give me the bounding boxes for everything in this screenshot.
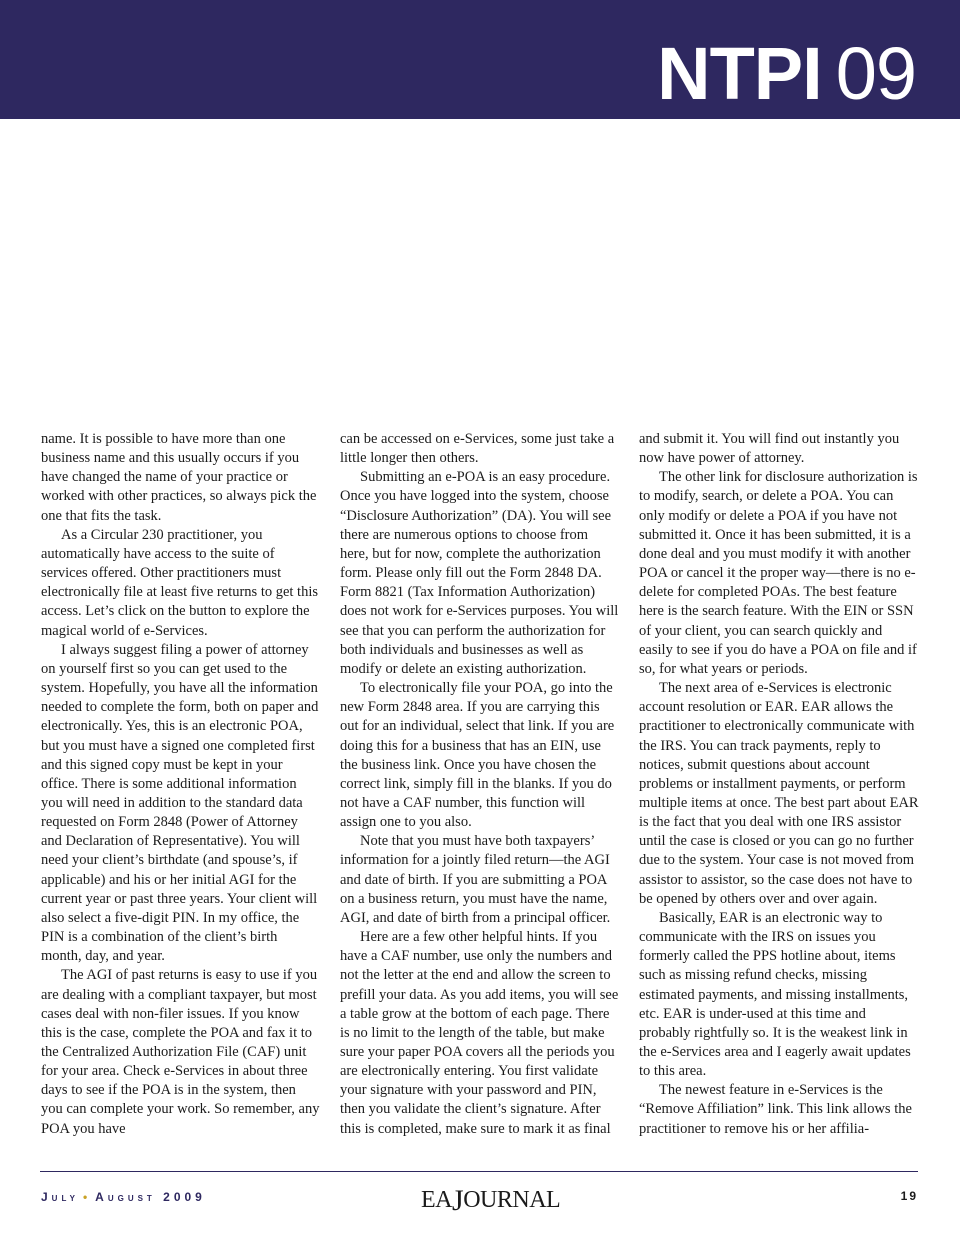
paragraph: To electronically file your POA, go into the new Form 2848 area. If you are carrying this out for an individual, select that link. If you are doing this for a business that has an EIN, use the business link. Once you have chosen the correct link, simply fill in the blanks. If you do not have a CAF number, this function will assign one to you also. [340, 680, 615, 831]
paragraph: Note that you must have both taxpayers’ information for a jointly filed return—the AGI and date of birth. If you are submitting a POA on a business return, you must have the name, AGI, and date of birth from a principal officer. [340, 833, 611, 926]
paragraph: I always suggest filing a power of attorney on yourself first so you can get used to the system. Hopefully, you have all the information needed to complete the form, both on paper and electronically. Yes, this is an electronic POA, but you must have a signed one completed first and this signed copy must be kept in your office. There is some additional information you will need in addition to the standard data requested on Form 2848 (Power of Attorney and Declaration of Representative). You will need your client’s birthdate (and spouse’s, if applicable) and his or her initial AGI for the current year or past three years. Your client will also select a five-digit PIN. In my office, the PIN is a combination of the client’s birth month, day, and year. [41, 641, 319, 965]
paragraph: The other link for disclosure authorization is to modify, search, or delete a POA. You can only modify or delete a POA if you have not submitted it. Once it has been submitted, it is a done deal and you must modify it with another POA or cancel it the proper way—there is no e-delete for completed POAs. The best feature here is the search feature. With the EIN or SSN of your client, you can search quickly and easily to see if you do have a POA on file and if so, for what years or periods. [639, 469, 918, 677]
logo-rest: OURNAL [463, 1187, 561, 1213]
paragraph: Basically, EAR is an electronic way to communicate with the IRS on issues you formerly called the PPS hotline about, items such as missing refund checks, missing estimated payments, and missing installments, etc. EAR is under-used at this time and probably rightfully so. It is the weakest link in the e-Services area and I eagerly await updates to this area. [639, 909, 911, 1080]
paragraph: Here are a few other helpful hints. If you have a CAF number, use only the numbers and not the letter at the end and allow the screen to prefill your data. As you add items, you will see a table grow at the bottom of each page. There is no limit to the length of the table, but make sure your paper POA covers all the periods you are electronically entering. You first validate your signature with your password and PIN, then you validate the client’s signature. After this is completed, make sure to mark it as final [340, 929, 619, 1137]
article-column-1 [41, 430, 321, 1139]
article-column-2 [340, 430, 620, 1139]
logo-ea: EA [421, 1187, 452, 1213]
ea-journal-logo [421, 1181, 560, 1215]
section-title-text: NTPI [657, 32, 822, 115]
paragraph: The next area of e-Services is electronic account resolution or EAR. EAR allows the practitioner to electronically communicate with the IRS. You can track payments, reply to notices, submit questions about account problems or installment payments, or perform multiple items at once. The best part about EAR is the fact that you deal with one IRS assistor until the case is closed or you can go no further due to the system. Your case is not moved from assistor to assistor, so the case does not have to be opened by others over and over again. [639, 680, 919, 907]
issue-month-2: August 2009 [95, 1190, 206, 1204]
paragraph: Submitting an e-POA is an easy procedure. Once you have logged into the system, choose “Disclosure Authorization” (DA). You will see there are numerous options to choose from here, but for now, complete the authorization form. Please only fill out the Form 2848 DA. Form 8821 (Tax Information Authorization) does not work for e-Services purposes. You will see that you can perform the authorization for both individuals and businesses as well as modify or delete an existing authorization. [340, 469, 619, 677]
section-title [657, 32, 916, 115]
paragraph: name. It is possible to have more than one business name and this usually occurs if you have changed the name of your practice or worked with other practices, so always pick the one that fits the task. [41, 431, 317, 524]
page-number: 19 [900, 1189, 918, 1203]
issue-date [41, 1190, 206, 1204]
footer-divider [40, 1171, 918, 1172]
article-column-3 [639, 430, 919, 1139]
header-banner [0, 0, 960, 119]
paragraph: and submit it. You will find out instantly you now have power of attorney. [639, 431, 900, 467]
logo-j: J [452, 1184, 464, 1217]
issue-month-1: July [41, 1190, 79, 1204]
section-title-number: 09 [835, 32, 916, 115]
paragraph: The newest feature in e-Services is the “Remove Affiliation” link. This link allows the practitioner to remove his or her affilia- [639, 1082, 912, 1137]
paragraph: The AGI of past returns is easy to use if you are dealing with a compliant taxpayer, but most cases deal with non-filer issues. If you know this is the case, complete the POA and fax it to the Centralized Authorization File (CAF) unit for your area. Check e-Services in about three days to see if the POA is in the system, then you can complete your work. So remember, any POA you have [41, 967, 320, 1137]
paragraph: can be accessed on e-Services, some just take a little longer then others. [340, 431, 615, 467]
date-separator: • [82, 1190, 92, 1204]
paragraph: As a Circular 230 practitioner, you automatically have access to the suite of services offered. Other practitioners must electronically file at least five returns to get this access. Let’s click on the button to explore the magical world of e-Services. [41, 526, 319, 639]
